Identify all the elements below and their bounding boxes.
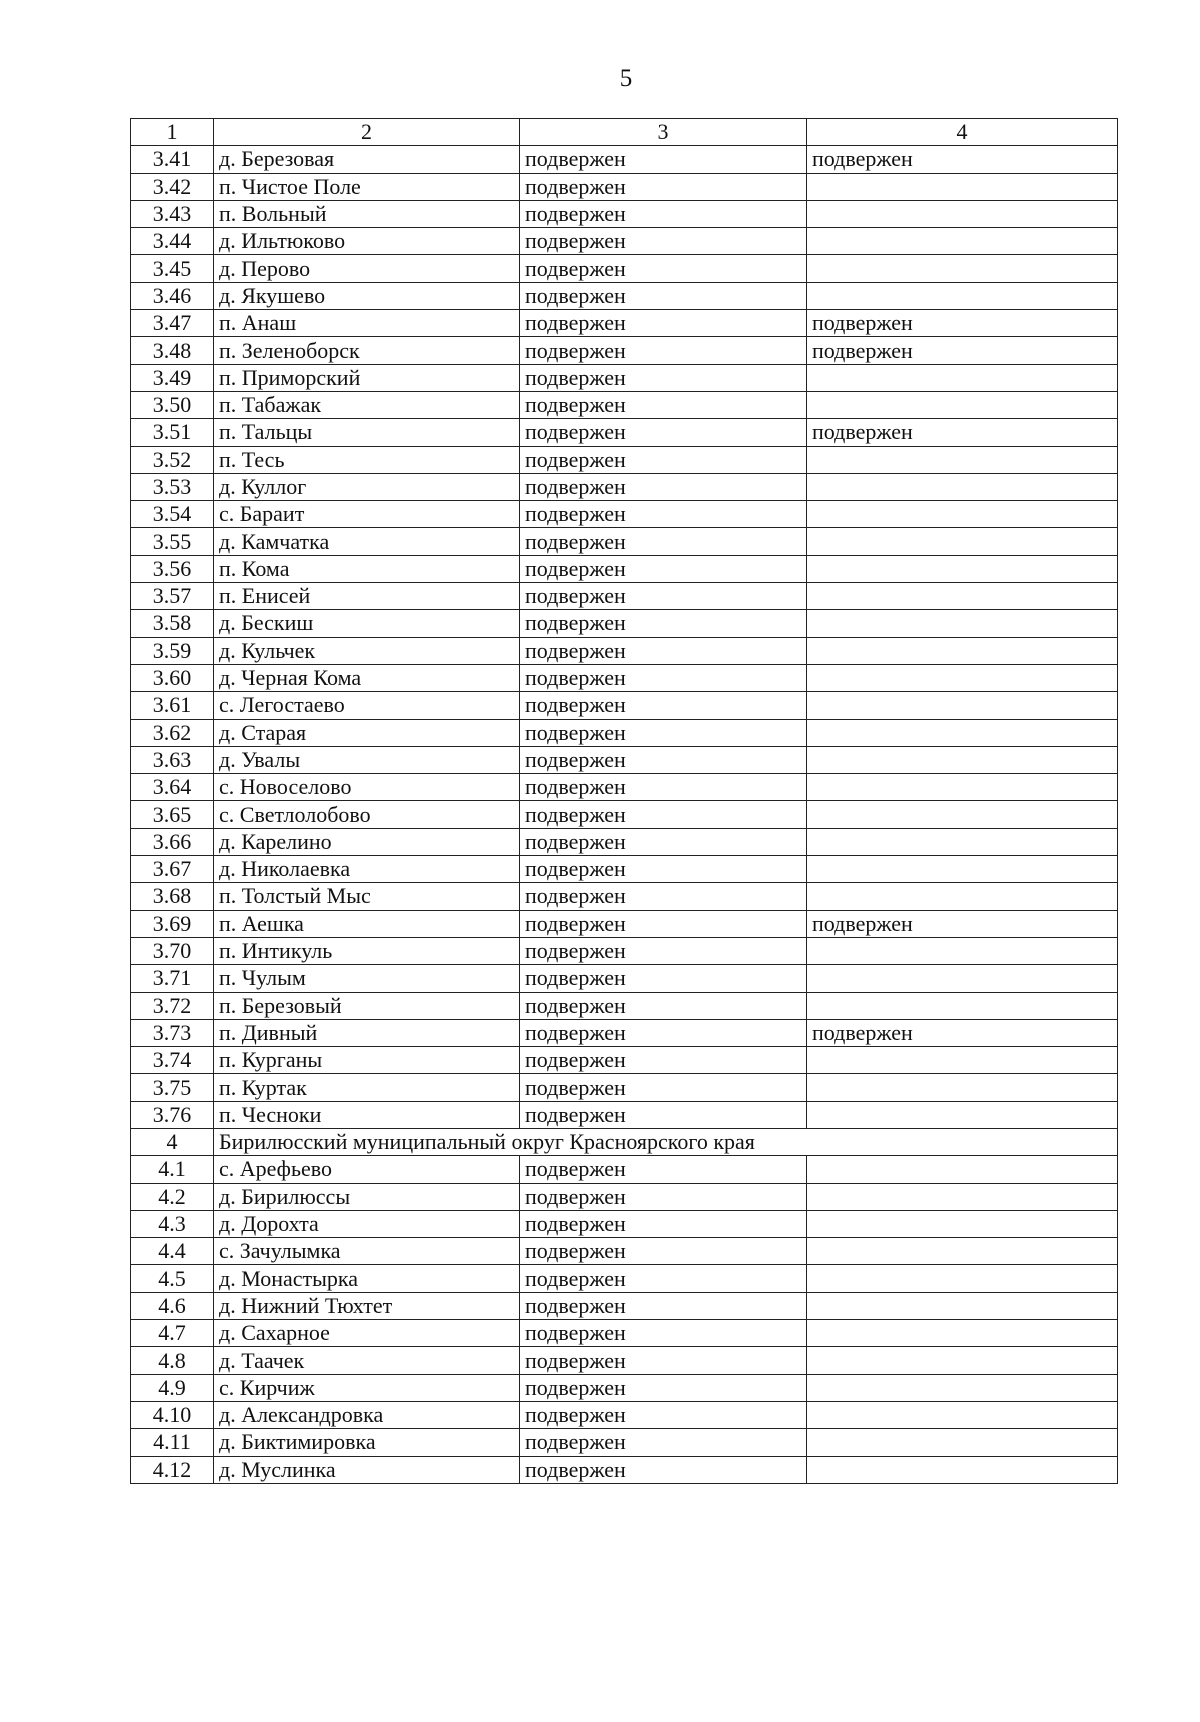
row-number: 3.67 <box>131 856 214 883</box>
column-4-value <box>807 1347 1118 1374</box>
page-number: 5 <box>619 65 633 92</box>
table-row <box>131 555 1118 582</box>
settlement-name: п. Аешка <box>214 910 520 937</box>
column-header-2: 2 <box>214 119 520 146</box>
column-4-value <box>807 228 1118 255</box>
settlement-name: п. Анаш <box>214 310 520 337</box>
table-row <box>131 1347 1118 1374</box>
column-4-value <box>807 828 1118 855</box>
table-row <box>131 910 1118 937</box>
row-number: 3.69 <box>131 910 214 937</box>
column-4-value <box>807 1401 1118 1428</box>
column-4-value: подвержен <box>807 146 1118 173</box>
table-row <box>131 965 1118 992</box>
settlement-name: д. Старая <box>214 719 520 746</box>
column-3-value: подвержен <box>520 664 807 691</box>
column-4-value <box>807 774 1118 801</box>
row-number: 4.12 <box>131 1456 214 1483</box>
table-row <box>131 473 1118 500</box>
column-3-value: подвержен <box>520 828 807 855</box>
column-4-value <box>807 937 1118 964</box>
column-4-value <box>807 801 1118 828</box>
column-3-value: подвержен <box>520 364 807 391</box>
column-4-value <box>807 391 1118 418</box>
column-3-value: подвержен <box>520 1156 807 1183</box>
column-3-value: подвержен <box>520 446 807 473</box>
column-4-value <box>807 992 1118 1019</box>
column-3-value: подвержен <box>520 528 807 555</box>
table-row <box>131 173 1118 200</box>
table-row <box>131 610 1118 637</box>
settlement-name: д. Карелино <box>214 828 520 855</box>
settlement-name: п. Енисей <box>214 583 520 610</box>
row-number: 3.65 <box>131 801 214 828</box>
row-number: 3.44 <box>131 228 214 255</box>
column-4-value <box>807 719 1118 746</box>
settlement-name: с. Арефьево <box>214 1156 520 1183</box>
settlement-name: д. Бирилюссы <box>214 1183 520 1210</box>
column-4-value <box>807 282 1118 309</box>
settlement-name: д. Нижний Тюхтет <box>214 1292 520 1319</box>
column-4-value <box>807 583 1118 610</box>
table-row <box>131 1265 1118 1292</box>
row-number: 3.66 <box>131 828 214 855</box>
settlement-name: д. Монастырка <box>214 1265 520 1292</box>
row-number: 3.74 <box>131 1047 214 1074</box>
column-3-value: подвержен <box>520 992 807 1019</box>
row-number: 3.63 <box>131 746 214 773</box>
table-row <box>131 774 1118 801</box>
column-4-value <box>807 473 1118 500</box>
settlement-name: п. Дивный <box>214 1019 520 1046</box>
column-4-value: подвержен <box>807 310 1118 337</box>
settlement-name: п. Чесноки <box>214 1101 520 1128</box>
column-4-value <box>807 883 1118 910</box>
column-3-value: подвержен <box>520 965 807 992</box>
settlement-name: п. Зеленоборск <box>214 337 520 364</box>
table-row <box>131 828 1118 855</box>
table-row <box>131 1019 1118 1046</box>
table-row <box>131 856 1118 883</box>
column-4-value <box>807 856 1118 883</box>
row-number: 4.10 <box>131 1401 214 1428</box>
section-empty-cell <box>807 1128 1118 1155</box>
row-number: 4.3 <box>131 1210 214 1237</box>
column-4-value <box>807 1047 1118 1074</box>
column-4-value <box>807 1238 1118 1265</box>
column-4-value: подвержен <box>807 910 1118 937</box>
table-row <box>131 1401 1118 1428</box>
settlement-name: с. Бараит <box>214 501 520 528</box>
row-number: 3.50 <box>131 391 214 418</box>
settlement-name: д. Биктимировка <box>214 1429 520 1456</box>
column-3-value: подвержен <box>520 856 807 883</box>
row-number: 3.49 <box>131 364 214 391</box>
column-3-value: подвержен <box>520 1320 807 1347</box>
settlement-name: с. Новоселово <box>214 774 520 801</box>
column-4-value <box>807 364 1118 391</box>
column-3-value: подвержен <box>520 1401 807 1428</box>
column-3-value: подвержен <box>520 1101 807 1128</box>
column-3-value: подвержен <box>520 173 807 200</box>
table-row <box>131 310 1118 337</box>
settlement-name: п. Тесь <box>214 446 520 473</box>
column-4-value: подвержен <box>807 337 1118 364</box>
row-number: 3.58 <box>131 610 214 637</box>
settlement-name: с. Светлолобово <box>214 801 520 828</box>
column-4-value <box>807 1210 1118 1237</box>
settlement-name: д. Увалы <box>214 746 520 773</box>
settlement-name: с. Зачулымка <box>214 1238 520 1265</box>
column-3-value: подвержен <box>520 282 807 309</box>
settlement-name: п. Толстый Мыс <box>214 883 520 910</box>
settlement-name: д. Черная Кома <box>214 664 520 691</box>
settlement-name: д. Кульчек <box>214 637 520 664</box>
column-3-value: подвержен <box>520 801 807 828</box>
settlement-name: д. Муслинка <box>214 1456 520 1483</box>
column-4-value <box>807 664 1118 691</box>
column-3-value: подвержен <box>520 337 807 364</box>
table-row <box>131 146 1118 173</box>
column-3-value: подвержен <box>520 228 807 255</box>
row-number: 3.70 <box>131 937 214 964</box>
column-3-value: подвержен <box>520 1347 807 1374</box>
settlement-name: д. Якушево <box>214 282 520 309</box>
row-number: 4.2 <box>131 1183 214 1210</box>
column-4-value: подвержен <box>807 1019 1118 1046</box>
row-number: 3.48 <box>131 337 214 364</box>
settlement-name: д. Николаевка <box>214 856 520 883</box>
column-3-value: подвержен <box>520 610 807 637</box>
column-4-value <box>807 1292 1118 1319</box>
row-number: 4.11 <box>131 1429 214 1456</box>
column-4-value <box>807 1265 1118 1292</box>
column-4-value <box>807 1374 1118 1401</box>
settlement-name: п. Куртак <box>214 1074 520 1101</box>
row-number: 3.45 <box>131 255 214 282</box>
table-row <box>131 1156 1118 1183</box>
table-row <box>131 719 1118 746</box>
table-row <box>131 1320 1118 1347</box>
row-number: 4.7 <box>131 1320 214 1347</box>
row-number: 3.57 <box>131 583 214 610</box>
settlement-name: с. Легостаево <box>214 692 520 719</box>
settlement-name: д. Дорохта <box>214 1210 520 1237</box>
row-number: 3.56 <box>131 555 214 582</box>
table-row <box>131 746 1118 773</box>
settlement-name: д. Куллог <box>214 473 520 500</box>
row-number: 3.68 <box>131 883 214 910</box>
table-row <box>131 528 1118 555</box>
table-row <box>131 937 1118 964</box>
table-row <box>131 419 1118 446</box>
table-row <box>131 1292 1118 1319</box>
table-row <box>131 583 1118 610</box>
table-header-row <box>131 119 1118 146</box>
column-3-value: подвержен <box>520 692 807 719</box>
table-row <box>131 692 1118 719</box>
column-header-4: 4 <box>807 119 1118 146</box>
row-number: 3.47 <box>131 310 214 337</box>
settlement-name: с. Кирчиж <box>214 1374 520 1401</box>
row-number: 3.61 <box>131 692 214 719</box>
column-3-value: подвержен <box>520 910 807 937</box>
row-number: 4.6 <box>131 1292 214 1319</box>
row-number: 3.71 <box>131 965 214 992</box>
table-body <box>131 119 1118 1484</box>
column-3-value: подвержен <box>520 555 807 582</box>
settlement-name: д. Камчатка <box>214 528 520 555</box>
column-3-value: подвержен <box>520 1074 807 1101</box>
row-number: 3.55 <box>131 528 214 555</box>
section-row <box>131 1128 1118 1155</box>
column-3-value: подвержен <box>520 473 807 500</box>
row-number: 4.1 <box>131 1156 214 1183</box>
column-4-value <box>807 1156 1118 1183</box>
settlement-name: п. Березовый <box>214 992 520 1019</box>
column-3-value: подвержен <box>520 310 807 337</box>
row-number: 3.76 <box>131 1101 214 1128</box>
column-4-value <box>807 610 1118 637</box>
table-row <box>131 1074 1118 1101</box>
settlement-name: д. Бескиш <box>214 610 520 637</box>
column-3-value: подвержен <box>520 1374 807 1401</box>
row-number: 3.43 <box>131 200 214 227</box>
settlement-name: п. Чистое Поле <box>214 173 520 200</box>
row-number: 3.46 <box>131 282 214 309</box>
column-3-value: подвержен <box>520 1429 807 1456</box>
column-4-value <box>807 255 1118 282</box>
settlement-name: п. Курганы <box>214 1047 520 1074</box>
table-row <box>131 1101 1118 1128</box>
row-number: 3.75 <box>131 1074 214 1101</box>
row-number: 3.52 <box>131 446 214 473</box>
column-3-value: подвержен <box>520 719 807 746</box>
settlement-name: д. Березовая <box>214 146 520 173</box>
column-4-value <box>807 692 1118 719</box>
column-4-value <box>807 528 1118 555</box>
settlement-name: д. Таачек <box>214 1347 520 1374</box>
settlement-name: д. Александровка <box>214 1401 520 1428</box>
row-number: 3.41 <box>131 146 214 173</box>
table-row <box>131 1210 1118 1237</box>
column-3-value: подвержен <box>520 1183 807 1210</box>
row-number: 3.60 <box>131 664 214 691</box>
table-row <box>131 664 1118 691</box>
column-3-value: подвержен <box>520 1265 807 1292</box>
row-number: 3.42 <box>131 173 214 200</box>
section-title: Бирилюсский муниципальный округ Красноярского края <box>214 1128 807 1155</box>
column-3-value: подвержен <box>520 391 807 418</box>
column-3-value: подвержен <box>520 255 807 282</box>
table-row <box>131 1238 1118 1265</box>
settlement-name: п. Вольный <box>214 200 520 227</box>
column-3-value: подвержен <box>520 637 807 664</box>
table-row <box>131 337 1118 364</box>
table-row <box>131 637 1118 664</box>
table-row <box>131 200 1118 227</box>
column-4-value <box>807 1183 1118 1210</box>
column-4-value: подвержен <box>807 419 1118 446</box>
settlements-table <box>130 118 1118 1484</box>
column-3-value: подвержен <box>520 146 807 173</box>
table-row <box>131 446 1118 473</box>
table-row <box>131 1374 1118 1401</box>
row-number: 4.9 <box>131 1374 214 1401</box>
settlement-name: п. Кома <box>214 555 520 582</box>
table-row <box>131 364 1118 391</box>
column-3-value: подвержен <box>520 1019 807 1046</box>
table-row <box>131 391 1118 418</box>
row-number: 4 <box>131 1128 214 1155</box>
table-row <box>131 801 1118 828</box>
settlement-name: п. Тальцы <box>214 419 520 446</box>
column-4-value <box>807 200 1118 227</box>
settlement-name: п. Табажак <box>214 391 520 418</box>
table-row <box>131 255 1118 282</box>
column-3-value: подвержен <box>520 583 807 610</box>
settlement-name: п. Приморский <box>214 364 520 391</box>
column-4-value <box>807 446 1118 473</box>
column-3-value: подвержен <box>520 200 807 227</box>
row-number: 3.64 <box>131 774 214 801</box>
column-4-value <box>807 1320 1118 1347</box>
table-row <box>131 1429 1118 1456</box>
column-4-value <box>807 1101 1118 1128</box>
row-number: 3.73 <box>131 1019 214 1046</box>
column-3-value: подвержен <box>520 1210 807 1237</box>
column-3-value: подвержен <box>520 419 807 446</box>
column-3-value: подвержен <box>520 1456 807 1483</box>
table-row <box>131 883 1118 910</box>
row-number: 3.72 <box>131 992 214 1019</box>
column-4-value <box>807 1074 1118 1101</box>
row-number: 4.5 <box>131 1265 214 1292</box>
column-3-value: подвержен <box>520 501 807 528</box>
column-4-value <box>807 173 1118 200</box>
settlement-name: д. Перово <box>214 255 520 282</box>
column-3-value: подвержен <box>520 746 807 773</box>
column-3-value: подвержен <box>520 1292 807 1319</box>
table-row <box>131 1183 1118 1210</box>
column-4-value <box>807 746 1118 773</box>
table-row <box>131 1047 1118 1074</box>
row-number: 3.62 <box>131 719 214 746</box>
row-number: 3.59 <box>131 637 214 664</box>
table-row <box>131 992 1118 1019</box>
settlement-name: п. Чулым <box>214 965 520 992</box>
table-row <box>131 228 1118 255</box>
column-3-value: подвержен <box>520 1047 807 1074</box>
row-number: 3.51 <box>131 419 214 446</box>
table-row <box>131 282 1118 309</box>
settlement-name: д. Сахарное <box>214 1320 520 1347</box>
row-number: 4.4 <box>131 1238 214 1265</box>
column-4-value <box>807 1456 1118 1483</box>
row-number: 3.54 <box>131 501 214 528</box>
column-header-1: 1 <box>131 119 214 146</box>
column-4-value <box>807 637 1118 664</box>
column-3-value: подвержен <box>520 1238 807 1265</box>
column-3-value: подвержен <box>520 883 807 910</box>
column-4-value <box>807 501 1118 528</box>
table-row <box>131 1456 1118 1483</box>
column-header-3: 3 <box>520 119 807 146</box>
column-4-value <box>807 555 1118 582</box>
row-number: 3.53 <box>131 473 214 500</box>
column-3-value: подвержен <box>520 774 807 801</box>
settlement-name: п. Интикуль <box>214 937 520 964</box>
column-4-value <box>807 1429 1118 1456</box>
column-3-value: подвержен <box>520 937 807 964</box>
table-row <box>131 501 1118 528</box>
row-number: 4.8 <box>131 1347 214 1374</box>
column-4-value <box>807 965 1118 992</box>
settlement-name: д. Ильтюково <box>214 228 520 255</box>
